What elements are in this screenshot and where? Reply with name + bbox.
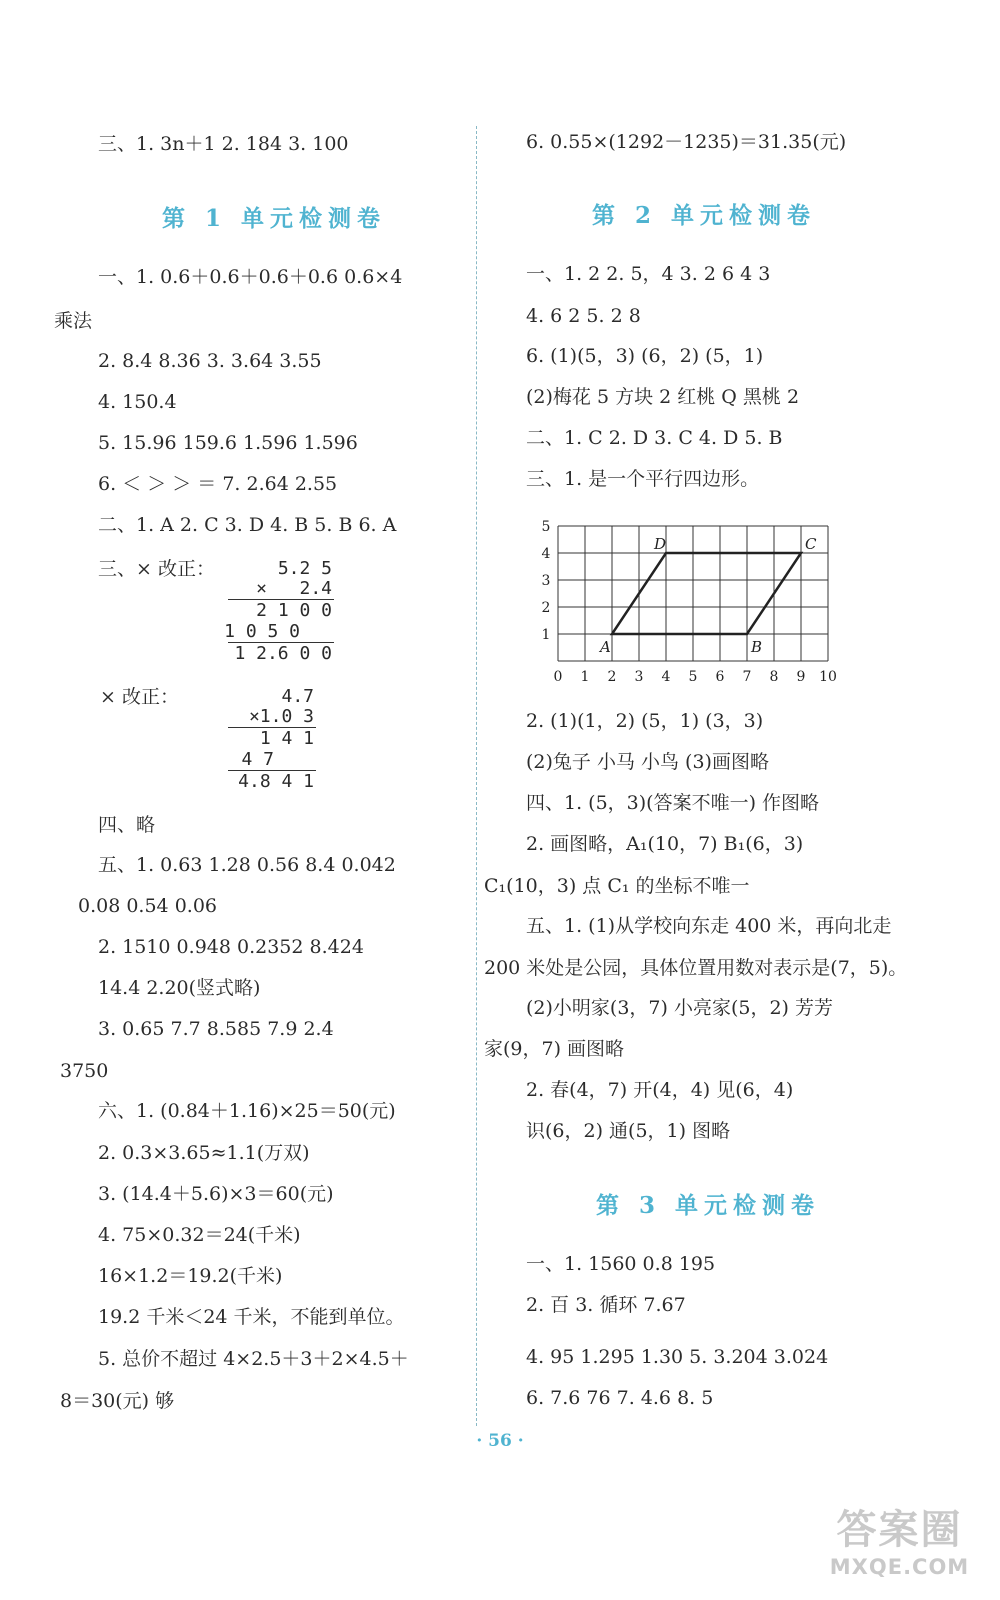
x-tick-label: 2 <box>607 669 617 685</box>
x-tick-label: 4 <box>661 669 671 685</box>
vertical-calc-row: 4 7 <box>241 749 274 770</box>
answer-line: 6. (1)(5，3) (6，2) (5，1) <box>526 345 764 367</box>
vertical-calc-row: 1 0 5 0 <box>224 621 300 642</box>
point-label-d: D <box>654 535 667 553</box>
answer-line: 0.08 0.54 0.06 <box>78 895 217 917</box>
answer-line: 200 米处是公园，具体位置用数对表示是(7，5)。 <box>484 957 908 979</box>
column-divider <box>476 126 477 1426</box>
answer-line: 3750 <box>60 1060 109 1082</box>
answer-line: 三、1. 是一个平行四边形。 <box>526 468 760 490</box>
vertical-calc-row: 4.8 4 1 <box>238 771 314 792</box>
answer-line: 2. 1510 0.948 0.2352 8.424 <box>98 936 364 958</box>
answer-line: 乘法 <box>54 310 93 332</box>
x-tick-label: 3 <box>634 669 644 685</box>
y-tick-label: 2 <box>541 600 551 616</box>
answer-line: 19.2 千米＜24 千米，不能到单位。 <box>98 1306 405 1328</box>
page-number: · 56 · <box>476 1431 524 1451</box>
answer-line: 16×1.2＝19.2(千米) <box>98 1265 283 1287</box>
watermark-logo <box>812 1498 987 1579</box>
answer-line: 2. 百 3. 循环 7.67 <box>526 1294 686 1316</box>
answer-line: 二、1. A 2. C 3. D 4. B 5. B 6. A <box>98 514 397 536</box>
answer-line: 8＝30(元) 够 <box>60 1390 175 1412</box>
answer-line: 6. ＜ ＞ ＞ ＝ 7. 2.64 2.55 <box>98 473 338 495</box>
y-tick-label: 3 <box>541 573 551 589</box>
answer-line: 六、1. (0.84＋1.16)×25＝50(元) <box>98 1100 396 1122</box>
answer-line: 6. 0.55×(1292－1235)＝31.35(元) <box>526 131 847 153</box>
answer-line: 4. 6 2 5. 2 8 <box>526 305 641 327</box>
answer-line: 3. 0.65 7.7 8.585 7.9 2.4 <box>98 1018 334 1040</box>
grid-lines <box>558 526 828 661</box>
answer-line: 五、1. 0.63 1.28 0.56 8.4 0.042 <box>98 854 396 876</box>
answer-line: 3. (14.4＋5.6)×3＝60(元) <box>98 1183 334 1205</box>
answer-line: 五、1. (1)从学校向东走 400 米，再向北走 <box>526 915 892 937</box>
correction-label: 三、× 改正： <box>98 558 215 580</box>
answer-line: 2. 8.4 8.36 3. 3.64 3.55 <box>98 350 322 372</box>
x-tick-label: 8 <box>769 669 779 685</box>
answer-line: 2. 0.3×3.65≈1.1(万双) <box>98 1142 310 1164</box>
vertical-calc-row: 5.2 5 <box>277 558 332 579</box>
answer-line: 2. 画图略，A₁(10，7) B₁(6，3) <box>526 833 804 855</box>
answer-line: 四、1. (5，3)(答案不唯一) 作图略 <box>526 792 820 814</box>
answer-line: 识(6，2) 通(5，1) 图略 <box>526 1120 731 1142</box>
section-heading-unit-1: 第 1 单元检测卷 <box>162 205 387 232</box>
answer-line: 4. 75×0.32＝24(千米) <box>98 1224 301 1246</box>
vertical-calc-row: 1 2.6 0 0 <box>234 643 332 664</box>
answer-line: (2)兔子 小马 小鸟 (3)画图略 <box>526 751 769 773</box>
y-tick-label: 4 <box>541 546 551 562</box>
answer-line: 家(9，7) 画图略 <box>484 1038 625 1060</box>
x-tick-label: 6 <box>715 669 725 685</box>
vertical-calc-row: 2 1 0 0 <box>256 600 332 621</box>
x-tick-label: 0 <box>553 669 563 685</box>
answer-line: C₁(10，3) 点 C₁ 的坐标不唯一 <box>484 875 750 897</box>
answer-line: 三、1. 3n＋1 2. 184 3. 100 <box>98 133 349 155</box>
vertical-calc-row: 1 4 1 <box>259 728 314 749</box>
answer-line: 4. 150.4 <box>98 391 177 413</box>
point-label-c: C <box>805 535 817 553</box>
x-tick-label: 7 <box>742 669 752 685</box>
answer-line: 一、1. 1560 0.8 195 <box>526 1253 716 1275</box>
watermark-top-text: 答案圈 <box>836 1507 963 1553</box>
answer-line: 14.4 2.20(竖式略) <box>98 977 261 999</box>
x-axis-ticks <box>554 669 837 685</box>
x-tick-label: 9 <box>796 669 806 685</box>
answer-line: 二、1. C 2. D 3. C 4. D 5. B <box>526 427 783 449</box>
y-tick-label: 5 <box>541 519 551 535</box>
answer-line: 一、1. 2 2. 5，4 3. 2 6 4 3 <box>526 263 771 285</box>
y-axis-ticks <box>542 519 551 643</box>
x-tick-label: 10 <box>819 669 837 685</box>
vertical-calc-row: × 2.4 <box>256 578 332 599</box>
coordinate-grid-chart <box>538 516 838 688</box>
point-label-b: B <box>751 638 763 656</box>
x-tick-label: 5 <box>688 669 698 685</box>
answer-line: (2)梅花 5 方块 2 红桃 Q 黑桃 2 <box>526 386 800 408</box>
answer-line: 5. 总价不超过 4×2.5＋3＋2×4.5＋ <box>98 1348 409 1370</box>
section-heading-unit-2: 第 2 单元检测卷 <box>592 202 817 229</box>
correction-label: × 改正： <box>100 686 179 708</box>
answer-line: 2. (1)(1，2) (5，1) (3，3) <box>526 710 764 732</box>
x-tick-label: 1 <box>580 669 590 685</box>
answer-line: 4. 95 1.295 1.30 5. 3.204 3.024 <box>526 1346 829 1368</box>
vertical-calc-row: 4.7 <box>281 686 314 707</box>
vertical-calc-row: ×1.0 3 <box>248 706 314 727</box>
section-heading-unit-3: 第 3 单元检测卷 <box>596 1192 821 1219</box>
answer-line: 四、略 <box>98 814 156 836</box>
answer-line: 一、1. 0.6＋0.6＋0.6＋0.6 0.6×4 <box>98 266 403 288</box>
point-label-a: A <box>600 638 611 656</box>
y-tick-label: 1 <box>541 627 551 643</box>
parallelogram-abcd <box>612 553 801 634</box>
watermark-url-text: MXQE.COM <box>829 1555 970 1579</box>
answer-line: (2)小明家(3，7) 小亮家(5，2) 芳芳 <box>526 997 833 1019</box>
answer-line: 5. 15.96 159.6 1.596 1.596 <box>98 432 358 454</box>
answer-line: 6. 7.6 76 7. 4.6 8. 5 <box>526 1387 714 1409</box>
answer-line: 2. 春(4，7) 开(4，4) 见(6，4) <box>526 1079 794 1101</box>
